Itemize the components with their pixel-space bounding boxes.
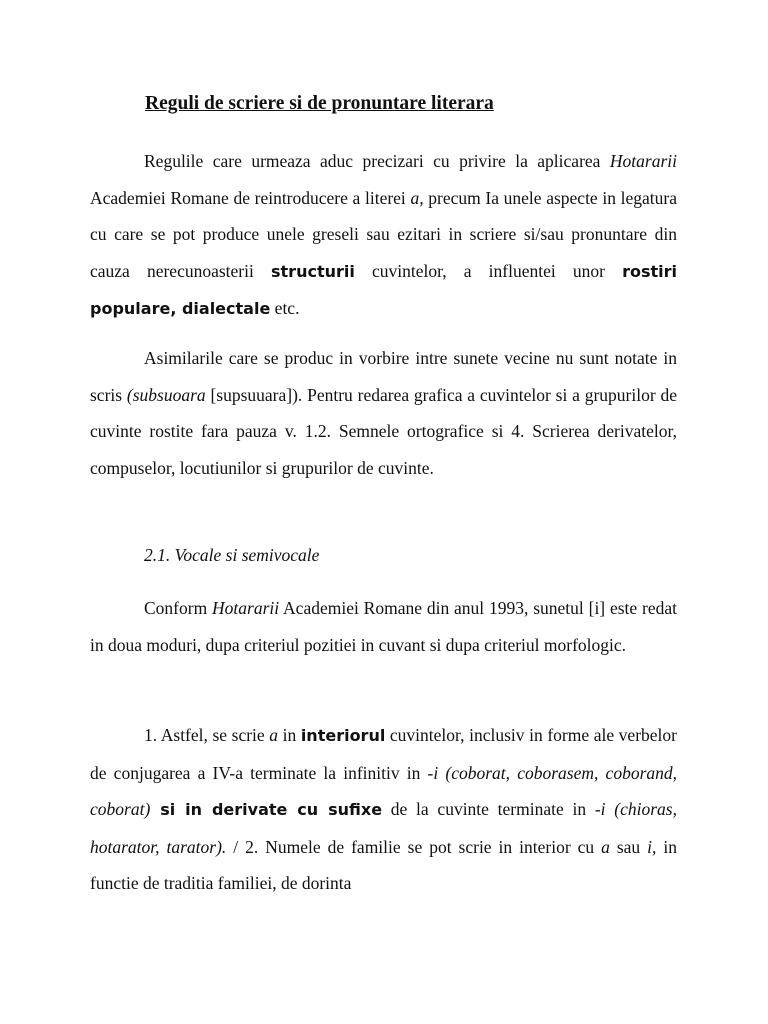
text: in functie de traditia familiei, de dorinta — [90, 836, 678, 894]
text: Academiei Romane de reintroducere a literei — [90, 187, 411, 208]
text: Academiei Romane din anul 1993, sunetul [i] este redat in doua moduri, dupa criteriul pozitiei in cuvant si dupa criteriul morfologic. — [90, 598, 677, 655]
text: 1. Astfel, se scrie — [144, 725, 270, 745]
text: Regulile care urmeaza aduc precizari cu privire la aplicarea — [144, 151, 610, 171]
bold-term: si in derivate cu sufixe — [150, 800, 383, 820]
text: Asimilarile care se produc in vorbire intre sunete vecine nu sunt notate in scris — [90, 348, 677, 405]
text: [supsuuara]). Pentru redarea grafica a cuvintelor si a grupurilor de cuvinte rostite fara pauza v. 1.2. Semnele ortografice si 4. Scrierea derivatelor, compuselor, locutiunilor si grupurilor de cuvinte. — [90, 384, 677, 478]
paragraph-assimilation — [90, 340, 677, 486]
text: etc. — [270, 298, 300, 319]
bold-term: interiorul — [300, 726, 386, 745]
section-subheading: 2.1. Vocale si semivocale — [144, 545, 320, 565]
italic-term: -i (chioras, hotarator, tarator). — [90, 799, 677, 857]
italic-term: Hotararii — [609, 151, 677, 171]
bold-term: structurii — [271, 261, 355, 281]
text: cuvintelor, a influentei unor — [354, 260, 623, 281]
bold-term: rostiri populare, dialectale — [90, 261, 677, 319]
text: / 2. Numele de familie se pot scrie in interior cu — [226, 836, 602, 857]
paragraph-rules — [90, 717, 677, 902]
italic-term: a — [601, 836, 610, 857]
document-title: Reguli de scriere si de pronuntare literara — [145, 93, 494, 114]
paragraph-conform — [90, 590, 677, 663]
paragraph-intro — [90, 143, 677, 328]
italic-term: a, — [410, 187, 424, 208]
italic-term: a — [269, 725, 279, 745]
text: Conform — [144, 598, 213, 618]
text: cuvintelor, inclusiv in forme ale verbelor de conjugarea a IV-a terminate la infinitiv in — [90, 725, 677, 783]
text: in — [278, 725, 301, 745]
text: precum Ia unele aspecte in legatura cu care se pot produce unele greseli sau ezitari in scriere si/sau pronuntare din cauza nerecunoasterii — [90, 187, 677, 281]
italic-term: Hotararii — [212, 598, 280, 618]
italic-term: i, — [647, 836, 657, 857]
italic-term: -i (coborat, coborasem, coborand, coborat) — [90, 762, 677, 820]
text: sau — [609, 836, 648, 857]
italic-term: (subsuoara — [126, 384, 206, 405]
text: de la cuvinte terminate in — [382, 799, 595, 820]
